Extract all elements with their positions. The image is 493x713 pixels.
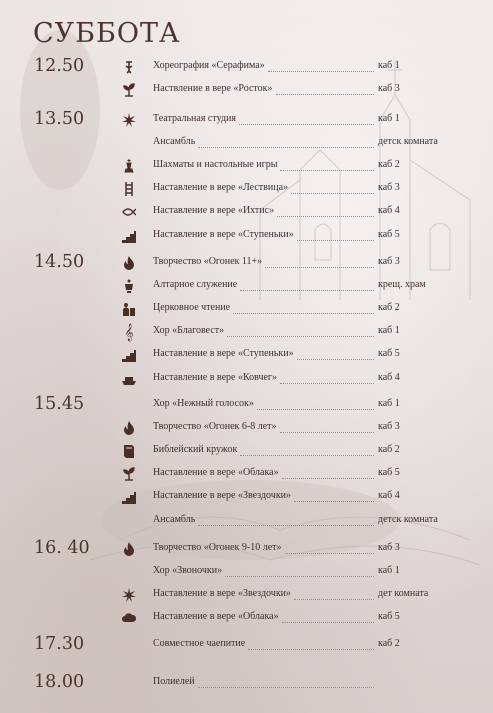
- flame-icon: [121, 255, 137, 271]
- treble-clef-icon: 𝄞: [124, 323, 134, 341]
- stairs-icon: [121, 489, 137, 505]
- activity-name: Наставление в вере «Звездочки»: [153, 588, 292, 599]
- dot-leader: [291, 193, 374, 194]
- sprout-icon: [121, 466, 137, 482]
- room-label: каб 2: [378, 302, 400, 313]
- activity-name: Хореография «Серафима»: [153, 60, 265, 71]
- dot-leader: [198, 687, 374, 688]
- schedule-row: [0, 611, 493, 631]
- star-burst-icon: [121, 112, 137, 128]
- room-label: каб 2: [378, 638, 400, 649]
- chess-king-icon: [121, 158, 137, 174]
- censer-icon: [121, 278, 137, 294]
- room-label: каб 5: [378, 229, 400, 240]
- dot-leader: [233, 313, 374, 314]
- schedule-row: [0, 444, 493, 464]
- room-label: каб 2: [378, 159, 400, 170]
- activity-name: Наставление в вере «Лествица»: [153, 182, 289, 193]
- activity-name: Наставление в вере «Ихтис»: [153, 205, 275, 216]
- schedule-row: [0, 205, 493, 225]
- room-label: каб 3: [378, 542, 400, 553]
- room-label: каб 1: [378, 398, 400, 409]
- dot-leader: [265, 267, 374, 268]
- schedule-row: [0, 113, 493, 133]
- sprout-icon: [121, 82, 137, 98]
- room-label: каб 5: [378, 467, 400, 478]
- flame-icon: [121, 541, 137, 557]
- stairs-icon: [121, 347, 137, 363]
- activity-name: Алтарное служение: [153, 279, 238, 290]
- room-label: каб 4: [378, 490, 400, 501]
- activity-name: Творчество «Огонек 6-8 лет»: [153, 421, 277, 432]
- schedule-row: [0, 514, 493, 534]
- activity-name: Творчество «Огонек 11+»: [153, 256, 263, 267]
- room-label: каб 3: [378, 83, 400, 94]
- room-label: каб 1: [378, 565, 400, 576]
- time-label: 12.50: [34, 56, 85, 76]
- dot-leader: [280, 170, 374, 171]
- schedule-row: [0, 565, 493, 585]
- room-label: каб 3: [378, 256, 400, 267]
- ladder-icon: [121, 181, 137, 197]
- room-label: каб 3: [378, 421, 400, 432]
- activity-name: Наствление в вере «Росток»: [153, 83, 273, 94]
- room-label: каб 1: [378, 325, 400, 336]
- dot-leader: [240, 290, 374, 291]
- star-burst-icon: [121, 587, 137, 603]
- reading-icon: [121, 301, 137, 317]
- time-label: 17.30: [34, 634, 85, 654]
- activity-name: Наставление в вере «Ступеньки»: [153, 348, 294, 359]
- room-label: крещ. храм: [378, 279, 426, 290]
- schedule-row: [0, 542, 493, 562]
- dot-leader: [280, 383, 374, 384]
- schedule-row: [0, 490, 493, 510]
- schedule-row: [0, 638, 493, 658]
- dot-leader: [277, 216, 374, 217]
- time-label: 15.45: [34, 394, 85, 414]
- book-icon: [121, 443, 137, 459]
- activity-name: Творчество «Огонек 9-10 лет»: [153, 542, 282, 553]
- dot-leader: [276, 94, 374, 95]
- room-label: каб 5: [378, 348, 400, 359]
- room-label: каб 1: [378, 60, 400, 71]
- dot-leader: [240, 455, 374, 456]
- room-label: детск комната: [378, 136, 438, 147]
- schedule-row: [0, 279, 493, 299]
- room-label: каб 4: [378, 372, 400, 383]
- schedule-row: [0, 398, 493, 418]
- day-title: СУББОТА: [33, 18, 181, 49]
- schedule-row: [0, 182, 493, 202]
- room-label: каб 5: [378, 611, 400, 622]
- activity-name: Наставление в вере «Облака»: [153, 611, 279, 622]
- activity-name: Ансамбль: [153, 514, 196, 525]
- dot-leader: [239, 124, 374, 125]
- activity-name: Хор «Нежный голосок»: [153, 398, 254, 409]
- dot-leader: [294, 599, 374, 600]
- dot-leader: [280, 432, 374, 433]
- room-label: каб 4: [378, 205, 400, 216]
- room-label: дет комната: [378, 588, 429, 599]
- room-label: каб 2: [378, 444, 400, 455]
- activity-name: Церковное чтение: [153, 302, 231, 313]
- dot-leader: [294, 501, 374, 502]
- ark-icon: [121, 371, 137, 387]
- schedule-row: [0, 348, 493, 368]
- time-label: 18.00: [34, 672, 85, 692]
- schedule-row: [0, 83, 493, 103]
- schedule-row: [0, 159, 493, 179]
- room-label: каб 3: [378, 182, 400, 193]
- activity-name: Хор «Звоночки»: [153, 565, 223, 576]
- dot-leader: [198, 525, 374, 526]
- time-label: 16. 40: [34, 538, 90, 558]
- fish-icon: [121, 204, 137, 220]
- activity-name: Полиелей: [153, 676, 195, 687]
- activity-name: Наставление в вере «Ступеньки»: [153, 229, 294, 240]
- dot-leader: [285, 553, 374, 554]
- dot-leader: [227, 336, 374, 337]
- dot-leader: [282, 478, 374, 479]
- schedule-row: [0, 325, 493, 345]
- schedule-row: [0, 136, 493, 156]
- activity-name: Театральная студия: [153, 113, 237, 124]
- activity-name: Наставление в вере «Ковчег»: [153, 372, 278, 383]
- dancer-icon: [121, 59, 137, 75]
- schedule-row: [0, 256, 493, 276]
- dot-leader: [248, 649, 374, 650]
- schedule-row: [0, 229, 493, 249]
- room-label: каб 1: [378, 113, 400, 124]
- schedule-row: [0, 588, 493, 608]
- activity-name: Совместное чаепитие: [153, 638, 246, 649]
- dot-leader: [282, 622, 374, 623]
- dot-leader: [257, 409, 374, 410]
- dot-leader: [198, 147, 374, 148]
- dot-leader: [297, 240, 374, 241]
- dot-leader: [297, 359, 374, 360]
- time-label: 14.50: [34, 252, 85, 272]
- stairs-icon: [121, 228, 137, 244]
- dot-leader: [225, 576, 374, 577]
- flame-icon: [121, 420, 137, 436]
- activity-name: Ансамбль: [153, 136, 196, 147]
- activity-name: Наставление в вере «Звездочки»: [153, 490, 292, 501]
- activity-name: Наставление в вере «Облака»: [153, 467, 279, 478]
- room-label: детск комната: [378, 514, 438, 525]
- schedule-row: [0, 60, 493, 80]
- schedule-row: [0, 467, 493, 487]
- cloud-icon: [121, 610, 137, 626]
- schedule-row: [0, 372, 493, 392]
- schedule-row: [0, 302, 493, 322]
- activity-name: Библейский кружок: [153, 444, 238, 455]
- schedule-row: [0, 676, 493, 696]
- schedule-row: [0, 421, 493, 441]
- activity-name: Хор «Благовест»: [153, 325, 225, 336]
- activity-name: Шахматы и настольные игры: [153, 159, 278, 170]
- time-label: 13.50: [34, 109, 85, 129]
- dot-leader: [268, 71, 374, 72]
